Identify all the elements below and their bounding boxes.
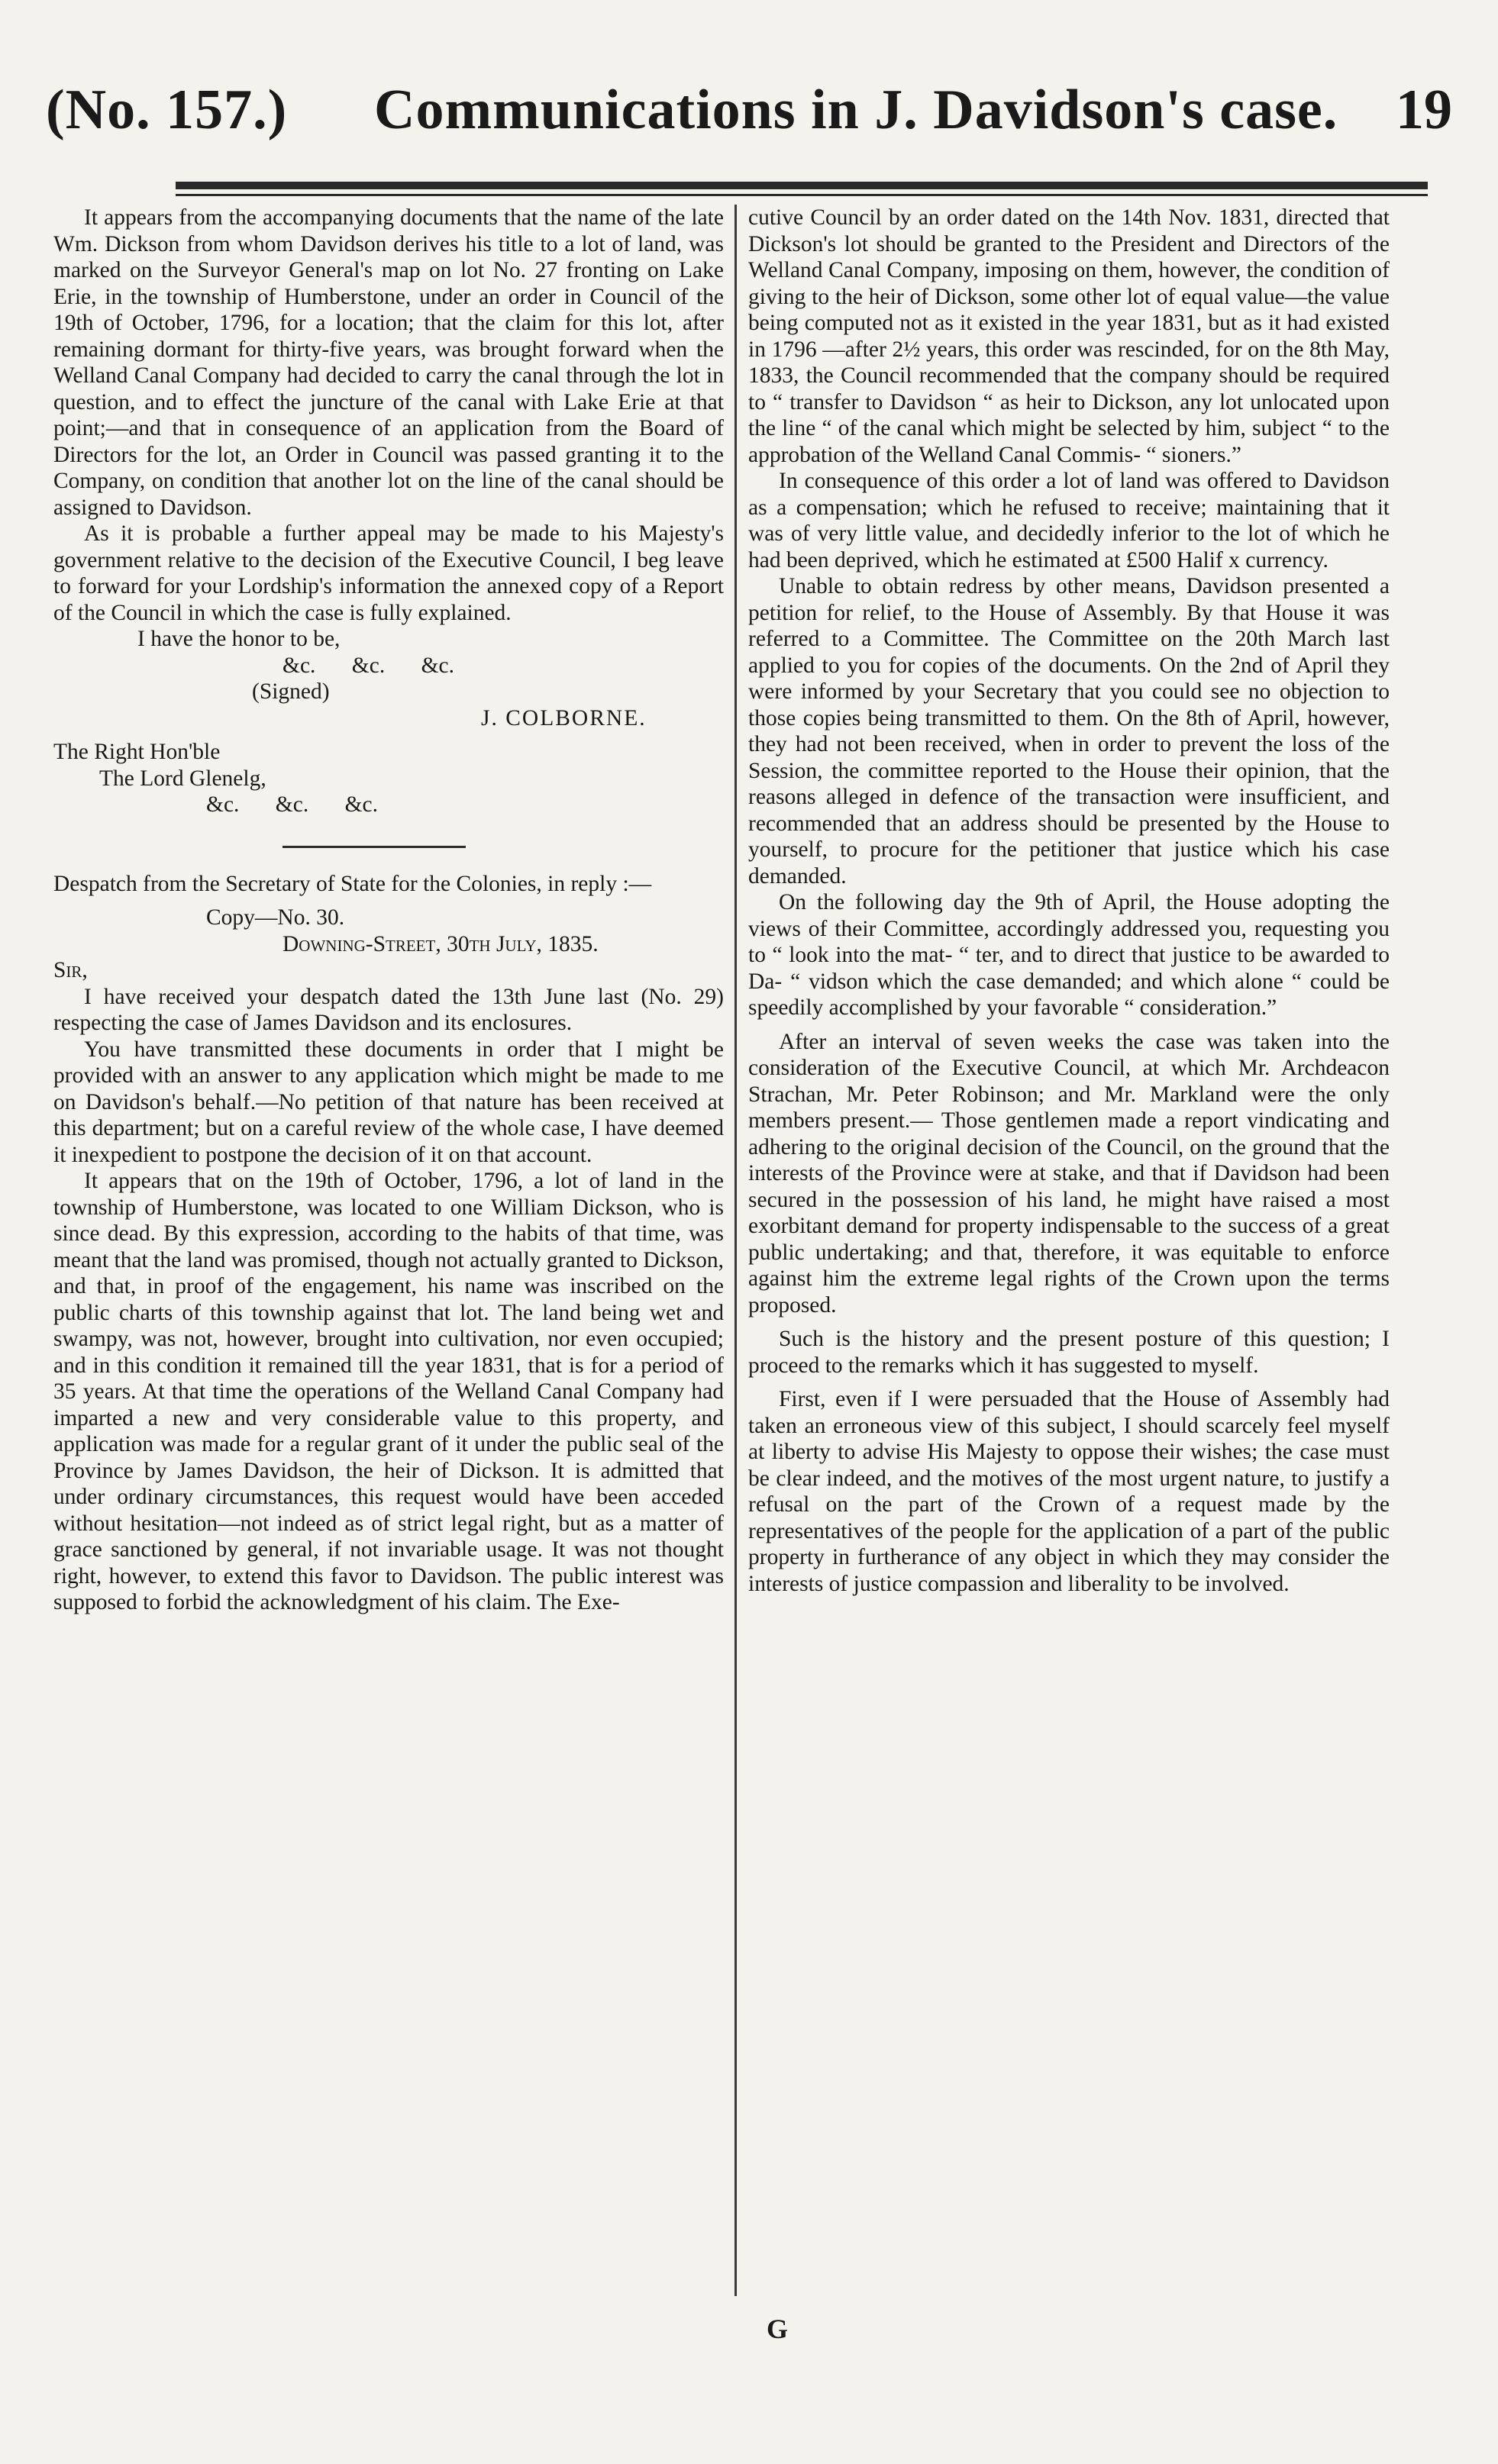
spacer [748,1379,1390,1386]
paragraph: Unable to obtain redress by other means, Davidson presented a petition for relief, to the House of Assembly. By that House it was referred to a Committee. The Committee on the 20th March last applied to you for copies of the documents. On the 2nd of April they were informed by your Secretary that you could see no objection to those copies being transmitted to them. On the 8th of April, however, they had not been received, when in order to prevent the loss of the Session, the committee reported to the House their opinion, that the reasons alleged in defence of the transaction were insufficient, and recommended that an address should be presented by the House to yourself, to procure for the petitioner that justice which his case demanded. [748,574,1390,889]
addressee-line: The Lord Glenelg, [99,766,266,791]
paragraph: You have transmitted these documents in order that I might be provided with an answer to any application which might be made to me on Davidson's behalf.—No petition of that nature has been received at this department; but on a careful review of the whole case, I have deemed it inexpedient to postpone the decision of it on that account. [53,1037,724,1167]
spacer [53,897,724,905]
despatch-heading: Despatch from the Secretary of State for the Colonies, in reply :— [53,871,652,896]
signed-label: (Signed) [252,679,330,704]
addressee-line: The Right Hon'ble [53,740,221,764]
paragraph: It appears from the accompanying documents that the name of the late Wm. Dickson from whom Davidson derives his title to a lot of land, was marked on the Surveyor General's map on lot No. 27 fronting on Lake Erie, in the township of Humberstone, under an order in Council of the 19th of October, 1796, for a location; that the claim for this lot, after remaining dormant for thirty-five years, was brought forward when the Welland Canal Company had decided to carry the canal through the lot in question, and to effect the juncture of the canal with Lake Erie at that point;—and that in consequence of an application from the Board of Directors for the lot, an Order in Council was passed granting it to the Company, on condition that another lot on the line of the canal should be assigned to Davidson. [53,205,724,520]
paragraph: As it is probable a further appeal may be made to his Majesty's government relative to the decision of the Executive Council, I beg leave to forward for your Lordship's information the annexed copy of a Report of the Council in which the case is fully explained. [53,521,724,625]
page-number: 19 [1396,79,1452,141]
page-title: Communications in J. Davidson's case. [374,79,1338,141]
header-rule-thin [176,194,1428,196]
dateline: Downing-Street, 30th July, 1835. [282,931,599,956]
page-header [46,73,1452,157]
left-column [53,205,724,1616]
paragraph: On the following day the 9th of April, the House adopting the views of their Committee, accordingly addressed you, requesting you to “ look into the mat- “ ter, and to direct that justice to be awarded to Da- “ vidson which the case demanded; and which alone “ could be speedily accomplished by your favorable “ consideration.” [748,890,1390,1020]
paragraph: After an interval of seven weeks the case was taken into the consideration of the Executive Council, at which Mr. Archdeacon Strachan, Mr. Peter Robinson; and Mr. Markland were the only members present.— Those gentlemen made a report vindicating and adhering to the original decision of the Council, on the ground that the interests of the Province were at stake, and that if Davidson had been secured in the possession of his land, he might have raised a most exorbitant demand for property indispensable to the success of a great public undertaking; and that, therefore, it was equitable to enforce against him the extreme legal rights of the Crown upon the terms proposed. [748,1029,1390,1317]
spacer [748,1318,1390,1326]
spacer [53,731,724,739]
signature-mark: G [767,2314,789,2344]
spacer [748,1021,1390,1029]
copy-number: Copy—No. 30. [206,905,345,930]
signer-name: J. COLBORNE. [481,705,647,730]
paragraph: It appears that on the 19th of October, 1796, a lot of land in the township of Humberstone, was located to one William Dickson, who is since dead. By this expression, according to the habits of that time, was meant that the land was promised, though not actually granted to Dickson, and that, in proof of the engagement, his name was inscribed on the public charts of this township against that lot. The land being wet and swampy, was not, however, brought into cultivation, nor even occupied; and in this condition it remained till the year 1831, that is for a period of 35 years. At that time the operations of the Welland Canal Company had imparted a new and very considerable value to this property, and application was made for a regular grant of it under the public seal of the Province by James Davidson, the heir of Dickson. It is admitted that under ordinary circumstances, this request would have been acceded without hesitation—not indeed as of strict legal right, but as a matter of grace sanctioned by general, if not invariable usage. It was not thought right, however, to extend this favor to Davidson. The public interest was supposed to forbid the acknowledgment of his claim. The Exe- [53,1169,724,1614]
paragraph: First, even if I were persuaded that the House of Assembly had taken an erroneous view of this subject, I should scarcely feel myself at liberty to advise His Majesty to oppose their wishes; the case must be clear indeed, and the motives of the most urgent nature, to justify a refusal on the part of the Crown of a request made by the representatives of the people for the application of a part of the public property in furtherance of any object in which they may consider the interests of justice compassion and liberality to be involved. [748,1387,1390,1596]
header-rule-thick [176,182,1428,189]
paragraph: cutive Council by an order dated on the 14th Nov. 1831, directed that Dickson's lot should be granted to the President and Directors of the Welland Canal Company, imposing on them, however, the condition of giving to the heir of Dickson, some other lot of equal value—the value being computed not as it existed in the year 1831, but as it had existed in 1796 —after 2½ years, this order was rescinded, for on the 8th May, 1833, the Council recommended that the company should be required to “ transfer to Davidson “ as heir to Dickson, any lot unlocated upon the line “ of the canal which might be selected by him, subject “ to the approbation of the Welland Canal Commis- “ sioners.” [748,205,1390,467]
paragraph: In consequence of this order a lot of land was offered to Davidson as a compensation; which he refused to receive; maintaining that it was of very little value, and decidedly inferior to the lot of which he had been deprived, which he estimated at £500 Halif x currency. [748,469,1390,572]
section-separator [282,846,466,848]
etc-line: &c. &c. &c. [206,792,378,817]
etc-line: &c. &c. &c. [282,653,454,678]
paragraph: Such is the history and the present posture of this question; I proceed to the remarks which it has suggested to myself. [748,1327,1390,1378]
salutation: Sir, [53,958,88,982]
paragraph: I have received your despatch dated the 13th June last (No. 29) respecting the case of James Davidson and its enclosures. [53,984,724,1035]
right-column [748,205,1390,1597]
column-divider [734,205,737,2296]
document-number: (No. 157.) [46,79,288,141]
closing-line: I have the honor to be, [137,627,341,651]
